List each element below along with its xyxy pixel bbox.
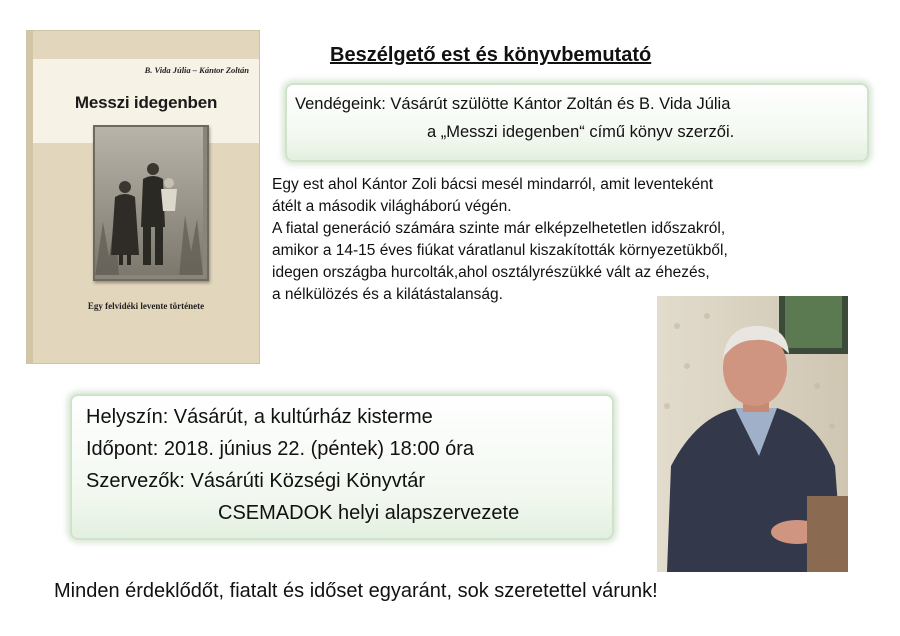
- time-text: Időpont: 2018. június 22. (péntek) 18:00 óra: [86, 438, 475, 460]
- guests-line: Vendégeink: Vásárút szülötte Kántor Zoltán és B. Vida Júlia: [295, 95, 731, 113]
- book-subtitle: Egy felvidéki levente története: [87, 301, 205, 311]
- book-title: Messzi idegenben: [74, 93, 218, 112]
- guests-box: [285, 83, 869, 162]
- description-line: átélt a második világháború végén.: [272, 198, 512, 215]
- description-line: Egy est ahol Kántor Zoli bácsi mesél mindarról, amit leventeként: [272, 176, 714, 193]
- guests-line: a „Messzi idegenben“ című könyv szerzői.: [427, 123, 735, 141]
- description-line: A fiatal generáció számára szinte már elképzelhetetlen időszakról,: [272, 220, 726, 237]
- page-title: Beszélgető est és könyvbemutató: [330, 44, 652, 66]
- book-authors: B. Vida Júlia – Kántor Zoltán: [144, 65, 249, 75]
- description-line: amikor a 14-15 éves fiúkat váratlanul kiszakították környezetükből,: [272, 242, 728, 259]
- portrait-photo: [657, 296, 848, 572]
- closing-invitation: Minden érdeklődőt, fiatalt és időset egyaránt, sok szeretettel várunk!: [54, 580, 658, 602]
- book-cover-photo: [93, 125, 209, 281]
- venue-text: Helyszín: Vásárút, a kultúrház kisterme: [86, 406, 433, 428]
- organizers-text-2: CSEMADOK helyi alapszervezete: [218, 502, 520, 524]
- organizers-text: Szervezők: Vásárúti Községi Könyvtár: [86, 470, 426, 492]
- event-details-box: [70, 394, 614, 540]
- book-cover-image: [26, 30, 260, 364]
- description-line: a nélkülözés és a kilátástalanság.: [272, 286, 503, 303]
- event-description: [272, 174, 892, 306]
- description-line: idegen országba hurcolták,ahol osztályrészükké vált az éhezés,: [272, 264, 710, 281]
